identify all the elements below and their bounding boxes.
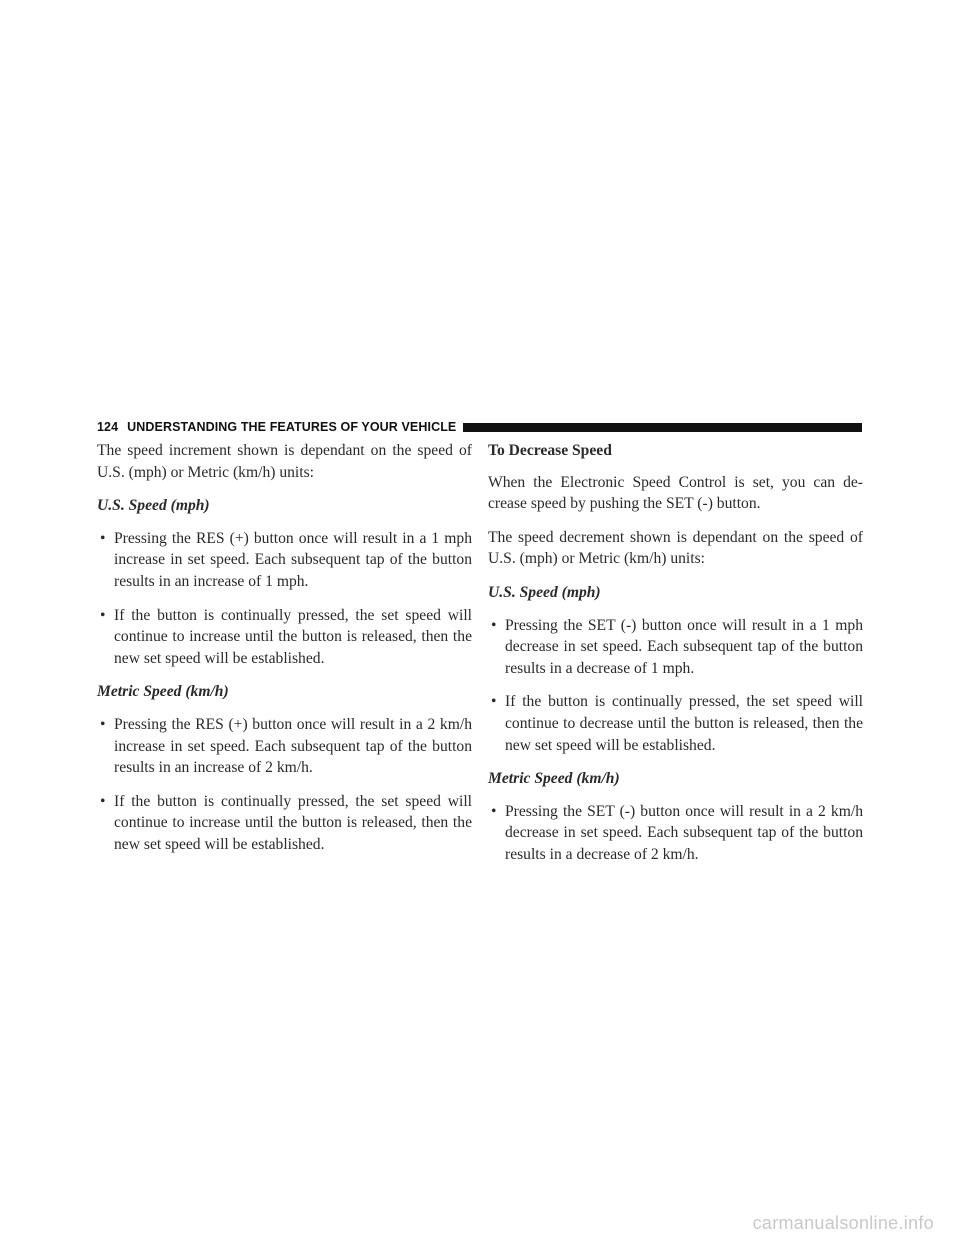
watermark: carmanualsonline.info <box>752 1213 934 1233</box>
list-item: • Pressing the RES (+) button once will result in a 2 km/h increase in set speed. Each subsequent tap of the button results in an increase of 2 km/h. <box>97 714 472 779</box>
decrement-paragraph: The speed decrement shown is dependant on the speed of U.S. (mph) or Metric (km/h) units: <box>488 528 863 568</box>
header-rule <box>463 423 862 432</box>
right-column <box>488 440 863 878</box>
list-item: • If the button is continually pressed, the set speed will continue to decrease until the button is released, then the new set speed will be established. <box>488 691 863 756</box>
intro-paragraph: The speed increment shown is dependant on the speed of U.S. (mph) or Metric (km/h) units: <box>97 442 472 481</box>
decrease-speed-heading: To Decrease Speed <box>488 442 612 459</box>
left-column <box>97 440 472 868</box>
page-header <box>97 418 862 436</box>
list-item: • Pressing the RES (+) button once will result in a 1 mph increase in set speed. Each subsequent tap of the button results in an increase of 1 mph. <box>97 528 472 593</box>
metric-speed-heading: Metric Speed (km/h) <box>488 770 620 788</box>
list-item: • If the button is continually pressed, the set speed will continue to increase until the button is released, then the new set speed will be established. <box>97 605 472 670</box>
metric-speed-heading: Metric Speed (km/h) <box>97 683 229 701</box>
us-speed-heading: U.S. Speed (mph) <box>97 497 210 515</box>
list-item: • Pressing the SET (-) button once will result in a 1 mph decrease in set speed. Each subsequent tap of the button results in a decrease of 1 mph. <box>488 615 863 680</box>
page-number: 124 <box>97 420 119 434</box>
list-item: • Pressing the SET (-) button once will result in a 2 km/h decrease in set speed. Each subsequent tap of the button results in a decrease of 2 km/h. <box>488 801 863 866</box>
us-speed-heading: U.S. Speed (mph) <box>488 583 601 601</box>
section-title: UNDERSTANDING THE FEATURES OF YOUR VEHICLE <box>127 420 457 434</box>
list-item: • If the button is continually pressed, the set speed will continue to increase until the button is released, then the new set speed will be established. <box>97 791 472 856</box>
decrease-paragraph: When the Electronic Speed Control is set, you can de-crease speed by pushing the SET (-) button. <box>488 473 863 513</box>
